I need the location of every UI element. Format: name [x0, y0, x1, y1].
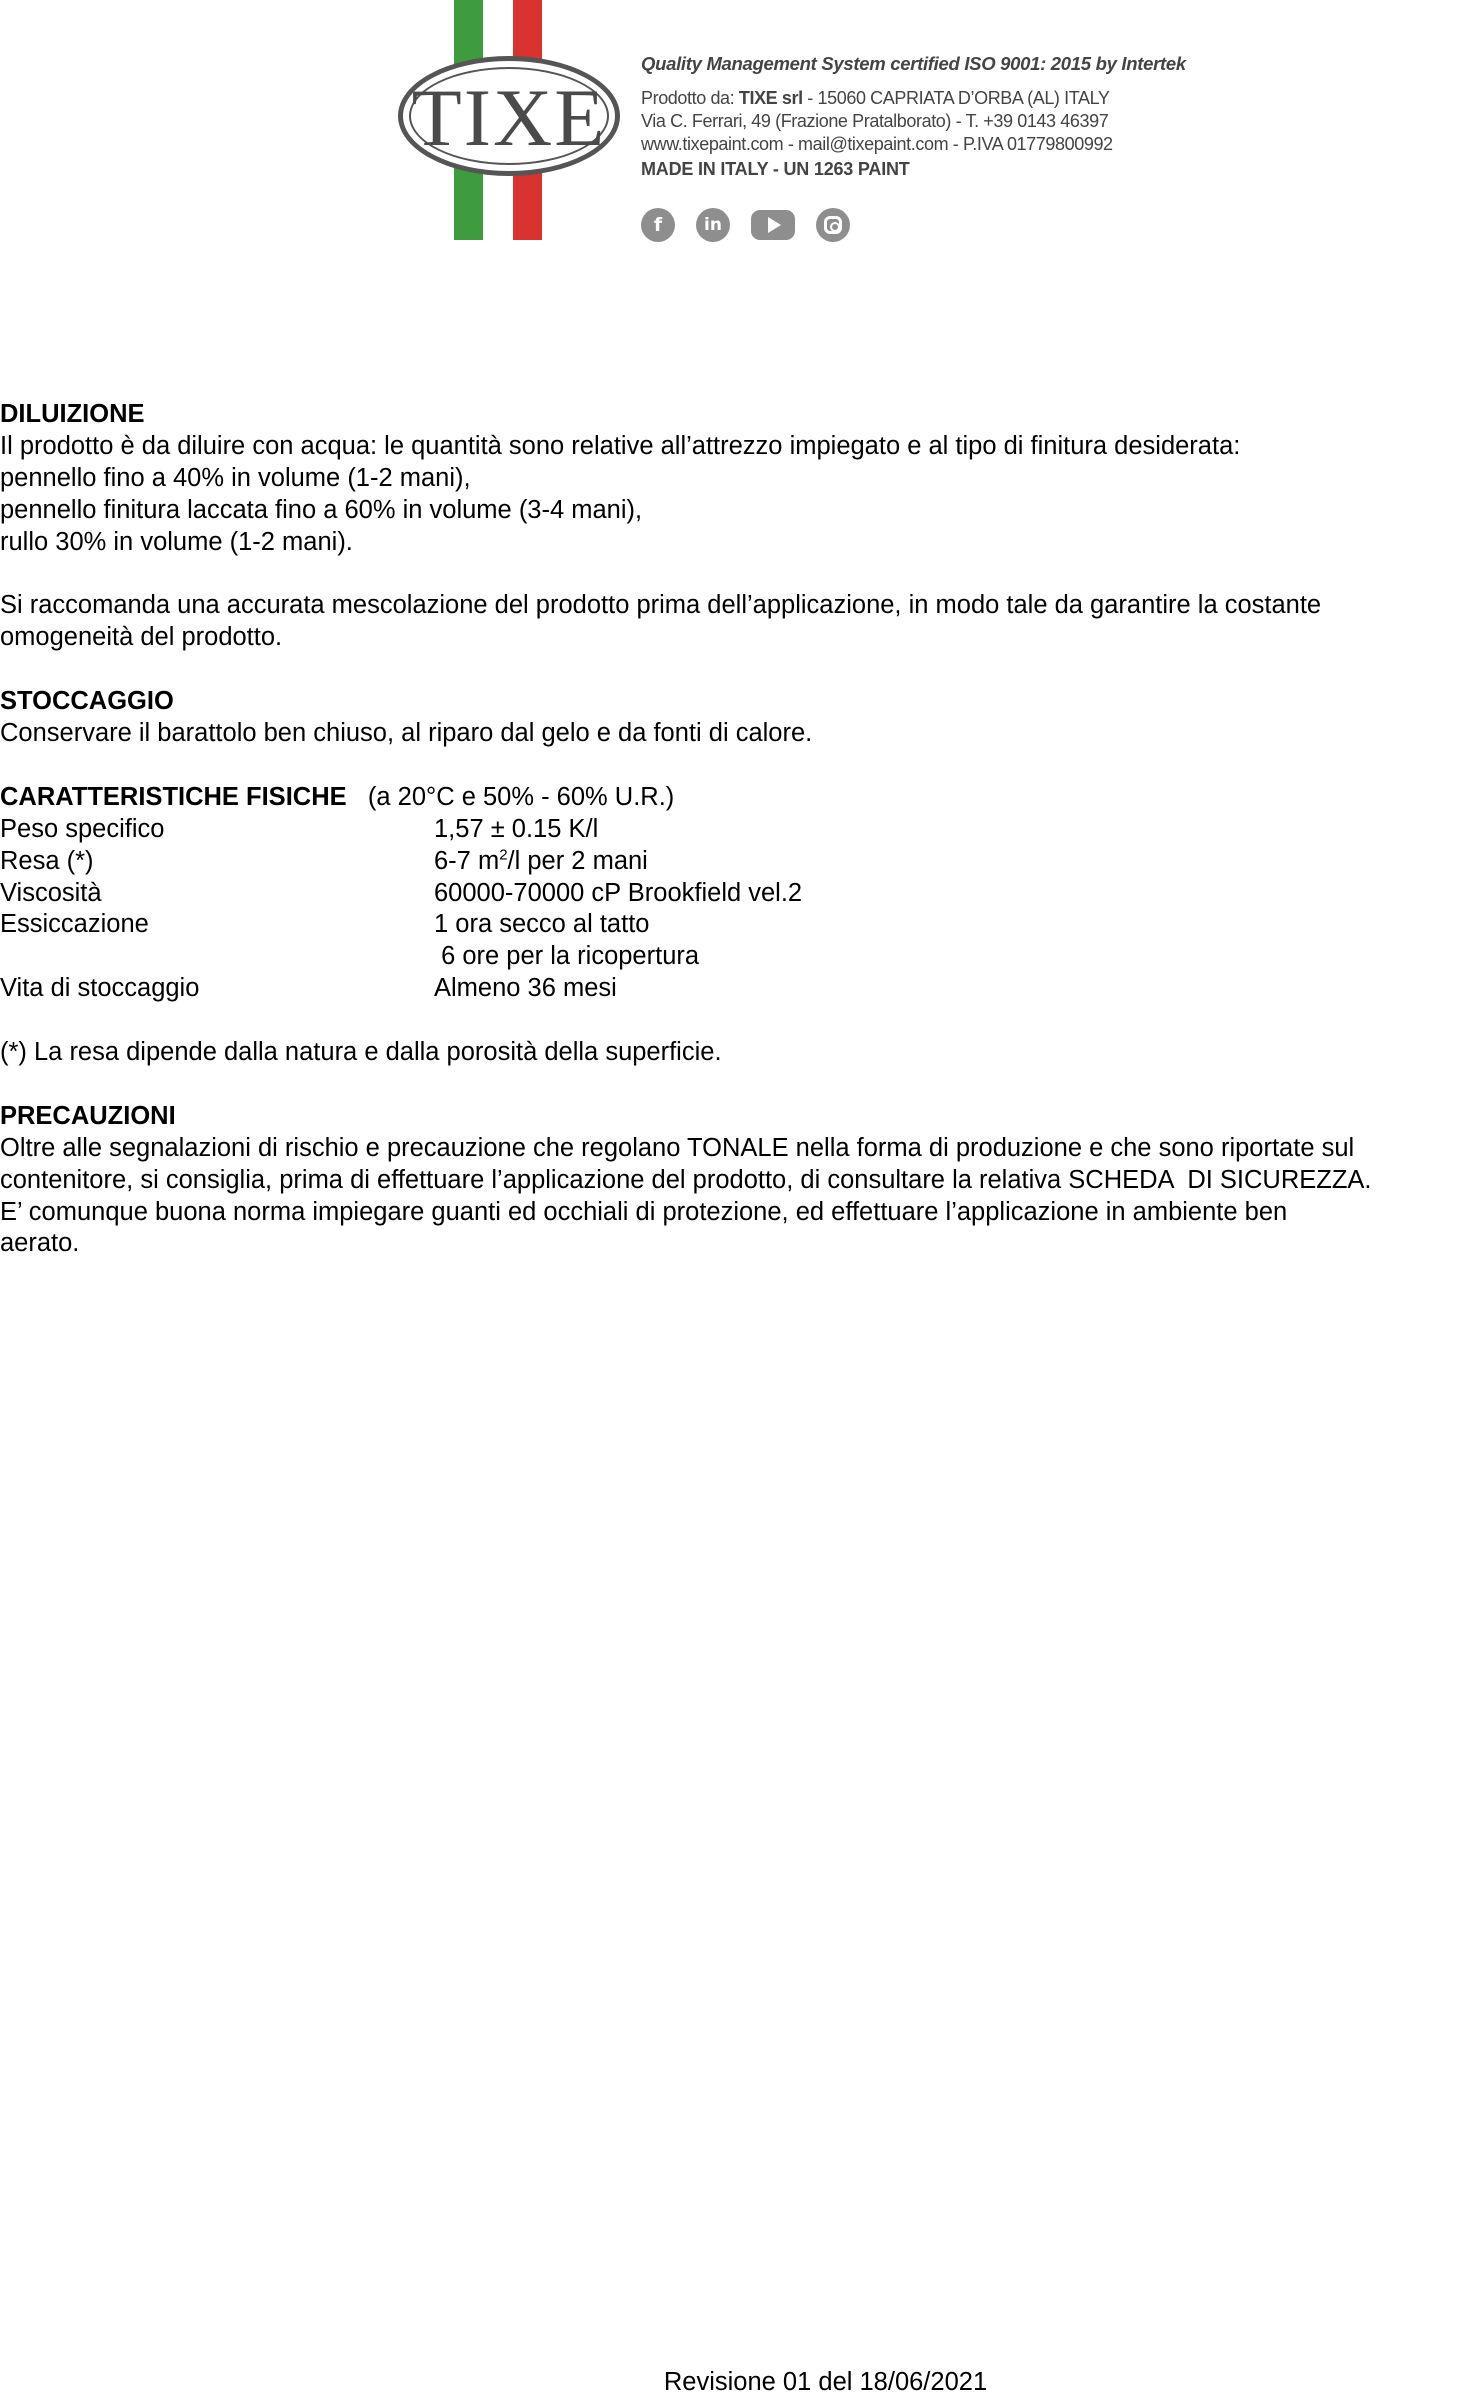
spec-row — [0, 909, 1481, 941]
diluizione-line: Il prodotto è da diluire con acqua: le quantità sono relative all’attrezzo impiegato e al tipo di finitura desiderata: — [0, 431, 1241, 460]
spec-row — [0, 814, 1481, 846]
spec-value: 6-7 $m^2/l$ per 2 mani — [434, 846, 648, 875]
resa-footnote: (*) La resa dipende dalla natura e dalla porosità della superficie. — [0, 1038, 722, 1067]
page-footer — [0, 2368, 1481, 2397]
spec-value: 1,57 ± 0.15 K/l — [434, 814, 599, 843]
caratteristiche-conditions: (a 20°C e 50% - 60% U.R.) — [367, 782, 675, 811]
spec-label: Essiccazione — [0, 910, 149, 939]
producer-line: Prodotto da: TIXE srl - 15060 CAPRIATA D’ORBA (AL) ITALY — [641, 88, 1110, 108]
spec-row — [0, 973, 1481, 1005]
spec-label: Resa (*) — [0, 846, 94, 875]
precauzioni-line: E’ comunque buona norma impiegare guanti ed occhiali di protezione, ed effettuare l’applicazione in ambiente ben — [0, 1197, 1288, 1226]
spec-value: Almeno 36 mesi — [434, 974, 617, 1003]
section-title-caratteristiche: CARATTERISTICHE FISICHE — [0, 782, 347, 811]
spec-label: Peso specifico — [0, 814, 165, 843]
diluizione-line: pennello fino a 40% in volume (1-2 mani), — [0, 463, 471, 492]
diluizione-note: omogeneità del prodotto. — [0, 623, 283, 652]
certification-line: Quality Management System certified ISO 9001: 2015 by Intertek — [641, 53, 1186, 74]
caratteristiche-heading — [0, 782, 1481, 814]
social-links — [641, 208, 850, 242]
spec-value: 6 ore per la ricopertura — [434, 942, 700, 971]
diluizione-line: pennello finitura laccata fino a 60% in volume (3-4 mani), — [0, 495, 643, 524]
linkedin-icon[interactable]: in — [696, 208, 730, 242]
precauzioni-line: contenitore, si consiglia, prima di effettuare l’applicazione del prodotto, di consultare la relativa SCHEDA DI SICUREZZA. — [0, 1165, 1372, 1194]
spec-label: Vita di stoccaggio — [0, 974, 200, 1003]
revision-text: Revisione 01 del 18/06/2021 — [663, 2368, 988, 2396]
section-title-precauzioni: PRECAUZIONI — [0, 1101, 176, 1130]
spec-label — [0, 941, 434, 973]
tixe-logo — [398, 56, 620, 176]
document-body — [0, 399, 1481, 1260]
section-title-stoccaggio: STOCCAGGIO — [0, 687, 174, 716]
spec-row — [0, 846, 1481, 878]
spec-row — [0, 941, 1481, 973]
spec-row — [0, 878, 1481, 910]
spec-value: 60000-70000 cP Brookfield vel.2 — [434, 878, 803, 907]
section-title-diluizione: DILUIZIONE — [0, 400, 145, 428]
precauzioni-line: aerato. — [0, 1229, 80, 1258]
diluizione-line: rullo 30% in volume (1-2 mani). — [0, 527, 353, 556]
facebook-icon[interactable]: f — [641, 208, 675, 242]
spec-label: Viscosità — [0, 878, 102, 907]
diluizione-note: Si raccomanda una accurata mescolazione del prodotto prima dell’applicazione, in modo tale da garantire la costante — [0, 591, 1322, 620]
instagram-icon[interactable] — [816, 208, 850, 242]
precauzioni-line: Oltre alle segnalazioni di rischio e precauzione che regolano TONALE nella forma di produzione e che sono riportate sul — [0, 1133, 1355, 1162]
youtube-icon[interactable] — [751, 210, 795, 240]
spec-value: 1 ora secco al tatto — [434, 910, 650, 939]
made-in-line: MADE IN ITALY - UN 1263 PAINT — [641, 159, 910, 179]
address-line: Via C. Ferrari, 49 (Frazione Pratalborato) - T. +39 0143 46397 — [641, 111, 1109, 131]
stoccaggio-text: Conservare il barattolo ben chiuso, al riparo dal gelo e da fonti di calore. — [0, 719, 813, 748]
logo-text: TIXE — [411, 72, 607, 163]
web-line: www.tixepaint.com - mail@tixepaint.com - P.IVA 01779800992 — [641, 134, 1113, 154]
page-header — [0, 0, 1481, 260]
company-info — [641, 52, 1201, 181]
